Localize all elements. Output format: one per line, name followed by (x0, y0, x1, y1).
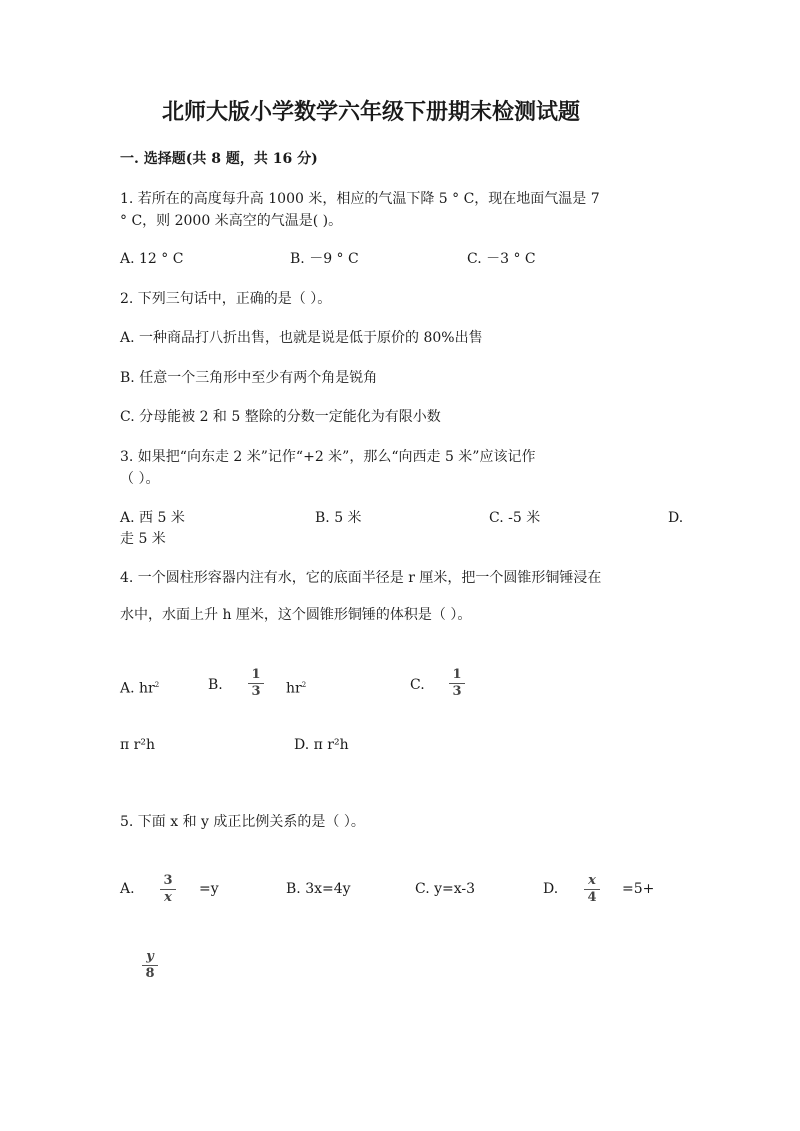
question-5-option-d-term: =5+ (622, 881, 655, 897)
question-5-option-d-label[interactable]: D. (543, 881, 559, 897)
question-5-option-a-term: =y (199, 881, 219, 897)
question-3-option-c[interactable]: C. -5 米 (489, 510, 541, 526)
question-4-option-a[interactable]: A. $hr^2$ (120, 680, 160, 697)
page-title: 北师大版小学数学六年级下册期末检测试题 (162, 99, 581, 125)
question-4-option-b-label[interactable]: B. (208, 677, 223, 693)
question-1-stem-line2: ° C，则 2000 米高空的气温是( )。 (120, 213, 343, 229)
question-5-option-b[interactable]: B. 3x=4y (286, 881, 351, 897)
question-4-stem-line1: 4. 一个圆柱形容器内注有水，它的底面半径是 r 厘米，把一个圆锥形铜锤浸在 (120, 570, 602, 586)
question-5-stem: 5. 下面 x 和 y 成正比例关系的是（ ）。 (120, 814, 365, 830)
question-5-option-a-fraction: 3 x (160, 874, 176, 905)
question-2-option-c[interactable]: C. 分母能被 2 和 5 整除的分数一定能化为有限小数 (120, 409, 441, 425)
question-4-stem-line2: 水中，水面上升 h 厘米，这个圆锥形铜锤的体积是（ ）。 (120, 607, 472, 623)
question-1-stem-line1: 1. 若所在的高度每升高 1000 米，相应的气温下降 5 ° C，现在地面气温是 7 (120, 191, 600, 207)
question-1-option-c[interactable]: C. －3 ° C (467, 251, 536, 267)
question-3-stem-line2: （ ）。 (120, 471, 160, 487)
question-4-option-c-label[interactable]: C. (410, 677, 425, 693)
question-3-option-d-text: 走 5 米 (120, 531, 166, 547)
question-5-option-d-fraction-2: y 8 (142, 950, 158, 981)
question-2-option-a[interactable]: A. 一种商品打八折出售，也就是说是低于原价的 80%出售 (120, 330, 483, 346)
question-5-option-d-fraction: x 4 (584, 874, 600, 905)
question-3-option-b[interactable]: B. 5 米 (315, 510, 362, 526)
question-2-stem: 2. 下列三句话中，正确的是（ ）。 (120, 291, 332, 307)
question-4-option-b-fraction: 1 3 (248, 668, 264, 699)
question-4-option-c-fraction: 1 3 (449, 668, 465, 699)
question-1-option-a[interactable]: A. 12 ° C (120, 251, 184, 267)
question-4-option-d[interactable]: D. π r²h (294, 737, 349, 753)
question-4-option-c-term: π r²h (120, 737, 155, 753)
question-3-stem-line1: 3. 如果把“向东走 2 米”记作“+2 米”，那么“向西走 5 米”应该记作 (120, 449, 536, 465)
question-5-option-a-label[interactable]: A. (120, 881, 135, 897)
question-1-option-b[interactable]: B. －9 ° C (290, 251, 359, 267)
question-4-option-b-term: $hr^2$ (286, 680, 307, 697)
question-3-option-d-label[interactable]: D. (668, 510, 684, 526)
question-5-option-c[interactable]: C. y=x-3 (415, 881, 476, 897)
question-2-option-b[interactable]: B. 任意一个三角形中至少有两个角是锐角 (120, 370, 378, 386)
section-heading: 一. 选择题(共 8 题，共 16 分) (120, 151, 318, 167)
question-3-option-a[interactable]: A. 西 5 米 (120, 510, 185, 526)
